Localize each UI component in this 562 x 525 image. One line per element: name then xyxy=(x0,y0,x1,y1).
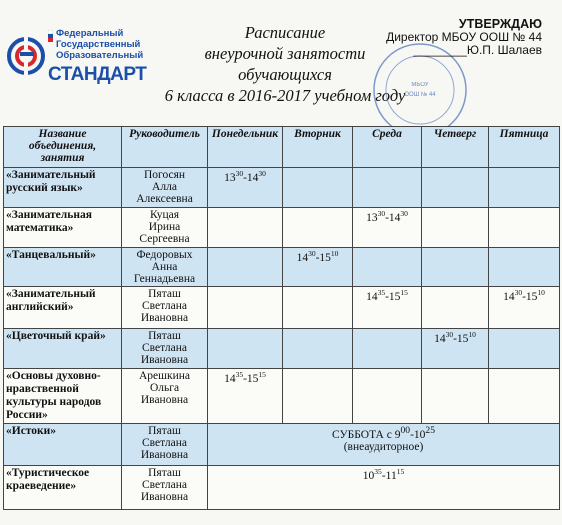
leader-name xyxy=(122,208,208,248)
table-header-row xyxy=(4,127,560,168)
activity-name: «Занимательный русский язык» xyxy=(4,168,122,208)
time-minutes: 30 xyxy=(400,209,408,218)
title-line-3: обучающихся xyxy=(238,65,332,84)
time-hours: -10 xyxy=(410,428,426,441)
leader-name xyxy=(122,287,208,329)
leader-name-part: Ивановна xyxy=(140,394,189,406)
svg-text:ООШ № 44: ООШ № 44 xyxy=(404,92,436,98)
activity-name: «Занимательный английский» xyxy=(4,287,122,329)
table-row xyxy=(4,248,560,287)
leader-name xyxy=(122,329,208,369)
leader-name-part: Ивановна xyxy=(140,312,189,324)
table-row xyxy=(4,466,560,510)
empty-cell xyxy=(283,168,353,208)
leader-name-part: Погосян xyxy=(143,169,186,181)
leader-name-part: Пяташ xyxy=(148,467,181,479)
time-minutes: 35 xyxy=(235,370,244,379)
header-friday: Пятница xyxy=(489,127,560,168)
logo-line-3: Образовательный xyxy=(56,50,144,61)
empty-cell xyxy=(208,208,283,248)
fgos-logo xyxy=(6,22,147,90)
russian-flag-icon xyxy=(48,30,53,42)
leader-name-part: Алексеевна xyxy=(136,193,193,205)
leader-name-part: Алла xyxy=(152,181,177,193)
empty-cell xyxy=(489,329,560,369)
leader-name-part: Сергеевна xyxy=(139,233,190,245)
activity-name: «Основы духовно-нравственной культуры народов России» xyxy=(4,369,122,424)
activity-name: «Занимательная математика» xyxy=(4,208,122,248)
time-minutes: 30 xyxy=(258,169,266,178)
leader-name-part: Анна xyxy=(151,261,178,273)
time-hours: 14 xyxy=(224,372,236,385)
leader-name xyxy=(122,248,208,287)
leader-name xyxy=(122,466,208,510)
time-hours: 10 xyxy=(362,469,375,482)
activity-name: «Цветочный край» xyxy=(4,329,122,369)
time-hours: 15 xyxy=(525,290,538,303)
table-row xyxy=(4,208,560,248)
header-thursday: Четверг xyxy=(422,127,489,168)
approval-signature: ________Ю.П. Шалаев xyxy=(413,43,542,57)
header-activity: Название объединения, занятия xyxy=(4,127,122,168)
time-minutes: 10 xyxy=(468,330,476,339)
svg-text:МБОУ: МБОУ xyxy=(411,82,429,88)
leader-name xyxy=(122,168,208,208)
time-hours: 11 xyxy=(385,469,397,482)
leader-name-part: Арешкина xyxy=(138,370,190,382)
leader-name-part: Светлана xyxy=(142,300,187,312)
time-slot: $10^{35}-11^{15}$ xyxy=(208,466,560,510)
empty-cell xyxy=(283,329,353,369)
empty-cell xyxy=(422,168,489,208)
activity-name: «Туристическое краеведение» xyxy=(4,466,122,510)
empty-cell xyxy=(208,248,283,287)
logo-brand: СТАНДАРТ xyxy=(48,64,147,85)
time-hours: 13 xyxy=(366,211,378,224)
time-slot: $14^{30}-15^{10}$ xyxy=(283,248,353,287)
title-line-4: 6 класса в 2016-2017 учебном году xyxy=(164,86,406,105)
time-hours: 14 xyxy=(296,251,309,264)
leader-name-part: Пяташ xyxy=(148,288,181,300)
time-slot: $14^{35}-15^{15}$ xyxy=(208,369,283,424)
time-minutes: 15 xyxy=(258,370,266,379)
saturday-time xyxy=(210,425,557,441)
table-row xyxy=(4,369,560,424)
leader-name-part: Ивановна xyxy=(140,354,189,366)
logo-caption xyxy=(56,28,144,61)
leader-name xyxy=(122,369,208,424)
time-slot: $14^{30}-15^{10}$ xyxy=(422,329,489,369)
schedule-table xyxy=(3,126,560,510)
time-minutes: 00 xyxy=(400,425,411,436)
leader-name-part: Геннадьевна xyxy=(133,273,196,285)
leader-name-part: Пяташ xyxy=(148,425,181,437)
leader-name-part: Ивановна xyxy=(140,491,189,503)
header-monday: Понедельник xyxy=(208,127,283,168)
title-line-2: внеурочной занятости xyxy=(204,44,366,63)
time-minutes: 10 xyxy=(537,288,545,297)
time-hours: 14 xyxy=(366,290,378,303)
time-minutes: 15 xyxy=(400,288,408,297)
time-minutes: 30 xyxy=(235,169,244,178)
empty-cell xyxy=(283,287,353,329)
time-hours: 14 xyxy=(434,332,446,345)
leader-name-part: Светлана xyxy=(142,479,187,491)
time-hours: 15 xyxy=(246,372,259,385)
empty-cell xyxy=(489,248,560,287)
logo-line-2: Государственный xyxy=(56,39,141,50)
approval-position: Директор МБОУ ООШ № 44 xyxy=(386,30,542,44)
empty-cell xyxy=(489,168,560,208)
time-minutes: 30 xyxy=(308,249,316,258)
leader-name-part: Светлана xyxy=(142,437,187,449)
time-minutes: 10 xyxy=(330,249,339,258)
empty-cell xyxy=(208,287,283,329)
time-hours: 15 xyxy=(388,290,401,303)
time-hours: 13 xyxy=(224,171,236,184)
approval-block xyxy=(386,18,542,57)
leader-name-part: Светлана xyxy=(142,342,187,354)
time-hours: 14 xyxy=(388,211,401,224)
saturday-note: (внеаудиторное) xyxy=(343,440,424,453)
table-row xyxy=(4,168,560,208)
time-minutes: 30 xyxy=(445,330,454,339)
time-minutes: 35 xyxy=(374,467,382,476)
time-slot: $13^{30}-14^{30}$ xyxy=(353,208,422,248)
header-tuesday: Вторник xyxy=(283,127,353,168)
fgos-emblem-icon xyxy=(6,28,46,84)
empty-cell xyxy=(353,369,422,424)
leader-name-part: Ирина xyxy=(148,221,181,233)
time-slot: $14^{35}-15^{15}$ xyxy=(353,287,422,329)
empty-cell xyxy=(283,369,353,424)
activity-name: «Танцевальный» xyxy=(4,248,122,287)
empty-cell xyxy=(422,369,489,424)
table-row xyxy=(4,424,560,466)
time-hours: 14 xyxy=(246,171,259,184)
leader-name-part: Ивановна xyxy=(140,449,189,461)
time-slot: $13^{30}-14^{30}$ xyxy=(208,168,283,208)
time-hours: 14 xyxy=(503,290,515,303)
time-minutes: 30 xyxy=(377,209,386,218)
time-minutes: 35 xyxy=(377,288,386,297)
empty-cell xyxy=(208,329,283,369)
time-minutes: 15 xyxy=(396,467,405,476)
table-row xyxy=(4,287,560,329)
empty-cell xyxy=(353,168,422,208)
empty-cell xyxy=(353,329,422,369)
saturday-label: СУББОТА с 9 xyxy=(332,428,401,441)
empty-cell xyxy=(422,208,489,248)
empty-cell xyxy=(489,208,560,248)
title-line-1: Расписание xyxy=(244,23,326,42)
time-minutes: 25 xyxy=(425,425,435,436)
time-hours: 15 xyxy=(319,251,331,264)
empty-cell xyxy=(283,208,353,248)
header-leader: Руководитель xyxy=(122,127,208,168)
leader-name-part: Куцая xyxy=(149,209,180,221)
time-slot: $14^{30}-15^{10}$ xyxy=(489,287,560,329)
empty-cell xyxy=(422,248,489,287)
leader-name xyxy=(122,424,208,466)
activity-name: «Истоки» xyxy=(4,424,122,466)
empty-cell xyxy=(353,248,422,287)
empty-cell xyxy=(489,369,560,424)
leader-name-part: Федоровых xyxy=(136,249,193,261)
logo-line-1: Федеральный xyxy=(56,28,124,39)
time-minutes: 30 xyxy=(514,288,523,297)
leader-name-part: Пяташ xyxy=(148,330,181,342)
empty-cell xyxy=(422,287,489,329)
leader-name-part: Ольга xyxy=(149,382,180,394)
header-wednesday: Среда xyxy=(353,127,422,168)
saturday-slot xyxy=(208,424,560,466)
time-hours: 15 xyxy=(456,332,469,345)
table-row xyxy=(4,329,560,369)
approval-heading: УТВЕРЖДАЮ xyxy=(458,17,542,31)
